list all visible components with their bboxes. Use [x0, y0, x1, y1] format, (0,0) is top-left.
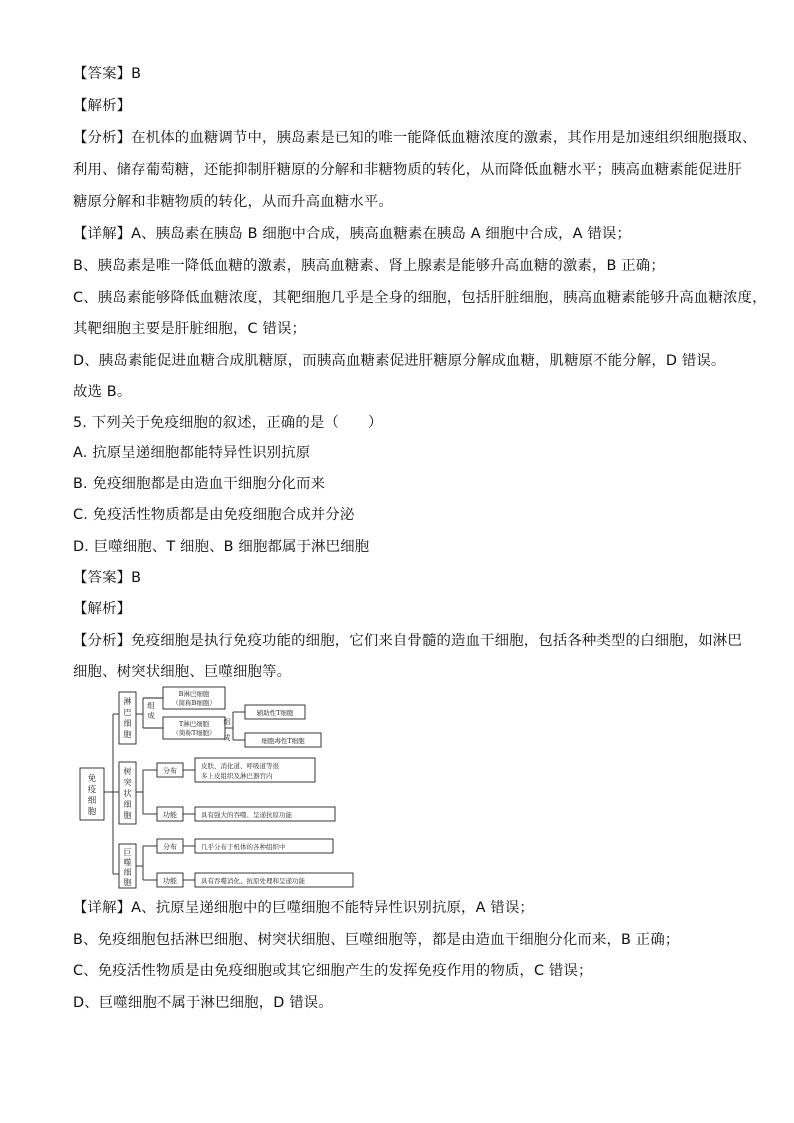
analysis-paragraph-line: 【分析】免疫细胞是执行免疫功能的细胞，它们来自骨髓的造血干细胞，包括各种类型的白细胞，如淋巴	[73, 633, 742, 649]
compose-char: 组	[223, 718, 231, 726]
detail-line: C、免疫活性物质是由免疫细胞或其它细胞产生的发挥免疫作用的物质，C 错误；	[73, 963, 593, 979]
helper-t-label: 辅助性T细胞	[256, 709, 294, 717]
analysis-paragraph-line: 利用、储存葡萄糖，还能抑制肝糖原的分解和非糖物质的转化，从而降低血糖水平；胰高血糖素能促进肝	[73, 162, 742, 178]
detail-line: 【详解】A、抗原呈递细胞中的巨噬细胞不能特异性识别抗原，A 错误；	[73, 900, 534, 916]
detail-line: C、胰岛素能够降低血糖浓度，其靶细胞几乎是全身的细胞，包括肝脏细胞，胰高血糖素能够升高血糖浓度，	[73, 290, 767, 306]
lymph-char: 淋	[123, 697, 132, 706]
option-a: A. 抗原呈递细胞都能特异性识别抗原	[73, 445, 311, 461]
cytotoxic-t-label: 细胞毒性T细胞	[261, 737, 305, 745]
dendritic-char: 状	[123, 789, 132, 798]
b-cell-name: B淋巴细胞	[178, 690, 210, 698]
macrophage-char: 胞	[123, 878, 132, 887]
macrophage-char: 巨	[123, 848, 132, 857]
analysis-title-1: 【解析】	[73, 98, 132, 114]
compose-char: 成	[147, 711, 155, 720]
dendritic-char: 突	[123, 778, 132, 787]
detail-line: B、免疫细胞包括淋巴细胞、树突状细胞、巨噬细胞等，都是由造血干细胞分化而来，B 正确；	[73, 932, 680, 948]
dendritic-char: 树	[123, 767, 132, 776]
option-b: B. 免疫细胞都是由造血干细胞分化而来	[73, 476, 326, 492]
detail-line: D、巨噬细胞不属于淋巴细胞，D 错误。	[73, 995, 333, 1011]
root-char: 细	[87, 796, 97, 806]
conclusion-line: 故选 B。	[73, 384, 132, 400]
dendritic-char: 细	[123, 800, 132, 809]
compose-char: 组	[147, 701, 155, 710]
b-cell-alias: （简称B细胞）	[172, 699, 216, 707]
dendritic-func-text: 具有强大的吞噬、呈递抗原功能	[201, 811, 292, 819]
dendritic-dist-label: 分布	[163, 767, 177, 775]
option-d: D. 巨噬细胞、T 细胞、B 细胞都属于淋巴细胞	[73, 539, 370, 555]
macrophage-char: 噬	[123, 858, 132, 867]
macrophage-char: 细	[123, 868, 132, 877]
dendritic-func-label: 功能	[163, 811, 177, 819]
root-char: 疫	[87, 785, 97, 795]
answer-label-2: 【答案】B	[73, 570, 142, 586]
root-char: 免	[87, 774, 97, 784]
question-stem: 5. 下列关于免疫细胞的叙述，正确的是（ ）	[73, 415, 383, 431]
analysis-paragraph-line: 细胞、树突状细胞、巨噬细胞等。	[73, 664, 292, 680]
compose-char: 成	[223, 734, 231, 742]
detail-line: D、胰岛素能促进血糖合成肌糖原，而胰高血糖素促进肝糖原分解成血糖，肌糖原不能分解，D 错误。	[73, 353, 726, 369]
detail-line: B、胰岛素是唯一降低血糖的激素，胰高血糖素、肾上腺素是能够升高血糖的激素，B 正确；	[73, 258, 665, 274]
detail-line: 【详解】A、胰岛素在胰岛 B 细胞中合成，胰高血糖素在胰岛 A 细胞中合成，A 错误；	[73, 226, 632, 242]
lymph-char: 细	[123, 719, 132, 728]
root-char: 胞	[87, 807, 97, 817]
option-c: C. 免疫活性物质都是由免疫细胞合成并分泌	[73, 507, 355, 523]
analysis-paragraph-line: 【分析】在机体的血糖调节中，胰岛素是已知的唯一能降低血糖浓度的激素，其作用是加速组织细胞摄取、	[73, 130, 757, 146]
macrophage-func-text: 具有吞噬消化、抗原处理和呈递功能	[201, 877, 305, 885]
macrophage-dist-label: 分布	[163, 843, 177, 851]
analysis-title-2: 【解析】	[73, 601, 132, 617]
lymph-char: 胞	[123, 730, 132, 739]
analysis-paragraph-line: 糖原分解和非糖物质的转化，从而升高血糖水平。	[73, 194, 393, 210]
immune-cell-classification-diagram	[73, 684, 363, 890]
macrophage-dist-text: 几乎分布于机体的各种组织中	[201, 843, 286, 851]
dendritic-dist-text: 皮肤、消化道、呼吸道等很	[201, 762, 279, 770]
t-cell-name: T淋巴细胞	[178, 720, 210, 728]
answer-label-1: 【答案】B	[73, 66, 142, 82]
detail-line: 其靶细胞主要是肝脏细胞，C 错误；	[73, 321, 307, 337]
macrophage-func-label: 功能	[163, 877, 177, 885]
lymph-char: 巴	[123, 708, 132, 717]
dendritic-char: 胞	[123, 811, 132, 820]
t-cell-alias: （简称T细胞）	[172, 729, 216, 737]
dendritic-dist-text: 多上皮组织及淋巴器官内	[201, 772, 273, 780]
